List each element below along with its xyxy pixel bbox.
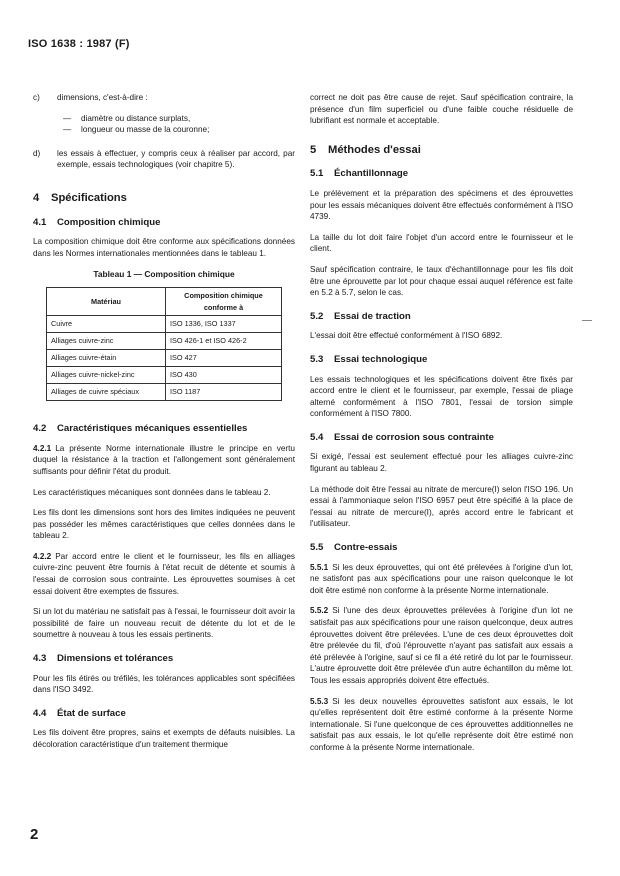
paragraph-text: Si les deux éprouvettes, qui ont été prélevées à l'origine d'un lot, ne satisfont pas aux spécifications pour une raison quelconque le lot doit être estimé non conforme à la présente Norme internationale. [310, 562, 573, 595]
section-5-4-heading [310, 432, 573, 444]
table-row [47, 333, 282, 350]
section-title: Essai de corrosion sous contrainte [334, 431, 494, 443]
section-title: Spécifications [51, 191, 127, 204]
table-row [47, 384, 282, 401]
section-5-1-heading [310, 168, 573, 180]
paragraph-4-2-2 [33, 551, 295, 597]
table-cell: ISO 1336, ISO 1337 [166, 316, 282, 333]
paragraph: Sauf spécification contraire, le taux d'échantillonnage pour les fils doit être une éprouvette par lot pour chaque essai auquel référence est faite en 5.2 à 5.7, selon le cas. [310, 264, 573, 298]
section-number: 4.1 [33, 216, 47, 228]
list-item-c [33, 92, 295, 104]
table-cell: ISO 426-1 et ISO 426-2 [166, 333, 282, 350]
section-number: 4.2 [33, 423, 47, 435]
list-label: d) [33, 148, 41, 158]
paragraph-text: Si l'une des deux éprouvettes prélevées à l'origine d'un lot ne satisfait pas aux spécifications pour une raison quelconque, deux autres éprouvettes doivent être prélevées. L'une de ces deux éprouvettes doit être prélevée du fil, d'où l'éprouvette n'ayant pas satisfait aux essais a été prélevée à l'origine, sauf si ce fil a été retiré du lot par le fournisseur. L'autre éprouvette doit être prélevée d'un autre échantillon du même lot. Tous les essais appropriés doivent être effectués. [310, 606, 573, 685]
table-cell: ISO 1187 [166, 384, 282, 401]
section-title: Échantillonnage [334, 168, 409, 180]
table-row [47, 367, 282, 384]
table-cell: ISO 427 [166, 350, 282, 367]
paragraph: Les essais technologiques et les spécifications doivent être fixés par accord entre le client et le fournisseur, par exemple, l'essai de pliage alterné conformément à l'ISO 7801, l'essai de torsion simple conformément à l'ISO 7800. [310, 374, 573, 419]
paragraph: Les caractéristiques mécaniques sont données dans le tableau 2. [33, 487, 271, 497]
section-5-2-heading [310, 311, 573, 323]
section-4-2-heading [33, 423, 295, 435]
subsection-number: 5.5.1 [310, 562, 329, 572]
section-title: Méthodes d'essai [328, 143, 421, 156]
section-number: 5.2 [310, 310, 324, 322]
sub-list-item [33, 113, 295, 125]
paragraph: Les fils doivent être propres, sains et exempts de défauts nuisibles. La décoloration caractéristique d'un traitement thermique [33, 728, 295, 749]
section-number: 5.5 [310, 542, 324, 554]
section-5-5-heading [310, 542, 573, 554]
section-title: Composition chimique [57, 216, 161, 228]
paragraph: Le prélèvement et la préparation des spécimens et des éprouvettes pour les essais mécaniques doivent être effectués conformément à l'ISO 4739. [310, 188, 573, 222]
table-header-cell: Composition chimique conforme à [166, 287, 282, 315]
paragraph-text: La présente Norme internationale illustre le principe en vertu duquel la résistance à la traction et l'allongement sont généralement suffisants pour définir l'état du produit. [33, 443, 295, 476]
dash-bullet: — [63, 113, 72, 123]
paragraph: Si un lot du matériau ne satisfait pas à l'essai, le fournisseur doit avoir la possibilité de faire un nouveau recuit de détente du lot et de le soumettre à nouveau à tous les essais pertinents. [33, 607, 295, 640]
section-number: 5.1 [310, 168, 324, 180]
table-cell: Alliages cuivre-étain [47, 350, 166, 367]
section-number: 5.3 [310, 353, 324, 365]
paragraph: Les fils dont les dimensions sont hors des limites indiquées ne peuvent pas posséder les mêmes caractéristiques que celles données dans le tableau 2. [33, 508, 295, 541]
section-title: Contre-essais [334, 542, 398, 554]
table-header-cell: Matériau [47, 287, 166, 315]
paragraph-text: Par accord entre le client et le fournisseur, les fils en alliages cuivre-zinc peuvent être fournis à l'état recuit de détente et soumis à l'essai de corrosion sous contrainte. Les éprouvettes soumises à cet essai doivent être exemptes de fissures. [33, 551, 295, 596]
section-4-4-heading [33, 708, 295, 720]
section-4-3-heading [33, 653, 295, 665]
left-column [33, 92, 295, 760]
subsection-number: 5.5.3 [310, 696, 329, 706]
paragraph: La taille du lot doit faire l'objet d'un accord entre le fournisseur et le client. [310, 232, 573, 254]
paragraph: Si exigé, l'essai est seulement effectué pour les alliages cuivre-zinc figurant au tableau 2. [310, 452, 573, 474]
subsection-number: 4.2.1 [33, 443, 52, 453]
document-header: ISO 1638 : 1987 (F) [28, 38, 130, 50]
paragraph: La méthode doit être l'essai au nitrate de mercure(I) selon l'ISO 196. Un essai à l'ammoniaque selon l'ISO 6957 peut être spécifié à la place de l'essai au nitrate de mercure(I), après accord entre le fabricant et l'utilisateur. [310, 484, 573, 529]
sub-list-item [33, 124, 295, 136]
subsection-number: 5.5.2 [310, 606, 329, 616]
subsection-number: 4.2.2 [33, 551, 52, 561]
section-title: Essai de traction [334, 310, 411, 322]
section-title: Dimensions et tolérances [57, 653, 174, 665]
paragraph: L'essai doit être effectué conformément à l'ISO 6892. [310, 331, 503, 341]
paragraph-5-5-1 [310, 562, 573, 597]
table-cell: Cuivre [47, 316, 166, 333]
list-text: les essais à effectuer, y compris ceux à réaliser par accord, par exemple, essais technologiques (voir chapitre 5). [57, 148, 295, 170]
table-cell: Alliages de cuivre spéciaux [47, 384, 166, 401]
section-number: 4 [33, 191, 40, 204]
section-5-heading [310, 145, 573, 157]
section-number: 4.3 [33, 653, 47, 665]
composition-table [46, 287, 282, 401]
section-title: Essai technologique [334, 353, 428, 365]
table-header-row [47, 287, 282, 315]
section-title: État de surface [57, 707, 126, 719]
table-row [47, 350, 282, 367]
paragraph: La composition chimique doit être conforme aux spécifications données dans les Normes internationales mentionnées dans le tableau 1. [33, 237, 295, 258]
table-cell: ISO 430 [166, 367, 282, 384]
paragraph-5-5-3 [310, 696, 573, 754]
list-text: dimensions, c'est-à-dire : [57, 93, 148, 102]
section-number: 5 [310, 143, 317, 156]
table-cell: Alliages cuivre-nickel-zinc [47, 367, 166, 384]
section-title: Caractéristiques mécaniques essentielles [57, 423, 248, 435]
list-item-d [33, 148, 295, 171]
sub-list [33, 113, 295, 136]
section-number: 5.4 [310, 431, 324, 443]
sub-item-text: longueur ou masse de la couronne; [81, 125, 210, 135]
table-cell: Alliages cuivre-zinc [47, 333, 166, 350]
paragraph-4-2-1 [33, 443, 295, 478]
paragraph-text: Si les deux nouvelles éprouvettes satisfont aux essais, le lot qu'elles représentent doit être estimé conforme à la présente Norme internationale. Si l'une quelconque de ces éprouvettes additionnelles ne satisfait pas aux essais, le lot qu'elle représente doit être estimé non conforme à la présente Norme internationale. [310, 696, 573, 752]
section-4-1-heading [33, 217, 295, 229]
dash-bullet: — [63, 125, 72, 135]
paragraph: Pour les fils étirés ou tréfilés, les tolérances applicables sont spécifiées dans l'ISO 3492. [33, 673, 295, 695]
paragraph-5-5-2 [310, 605, 573, 686]
section-5-3-heading [310, 354, 573, 366]
table-caption: Tableau 1 — Composition chimique [93, 269, 235, 280]
right-column [310, 92, 573, 763]
list-label: c) [33, 93, 40, 102]
section-number: 4.4 [33, 707, 47, 719]
margin-mark [582, 320, 592, 321]
section-4-heading [33, 193, 295, 205]
page-number: 2 [30, 826, 39, 843]
sub-item-text: diamètre ou distance surplats, [81, 113, 191, 123]
paragraph: correct ne doit pas être cause de rejet. Sauf spécification contraire, la présence d'un film superficiel ou d'une faible couche résiduelle de lubrifiant est normale et acceptable. [310, 93, 573, 126]
table-row [47, 316, 282, 333]
